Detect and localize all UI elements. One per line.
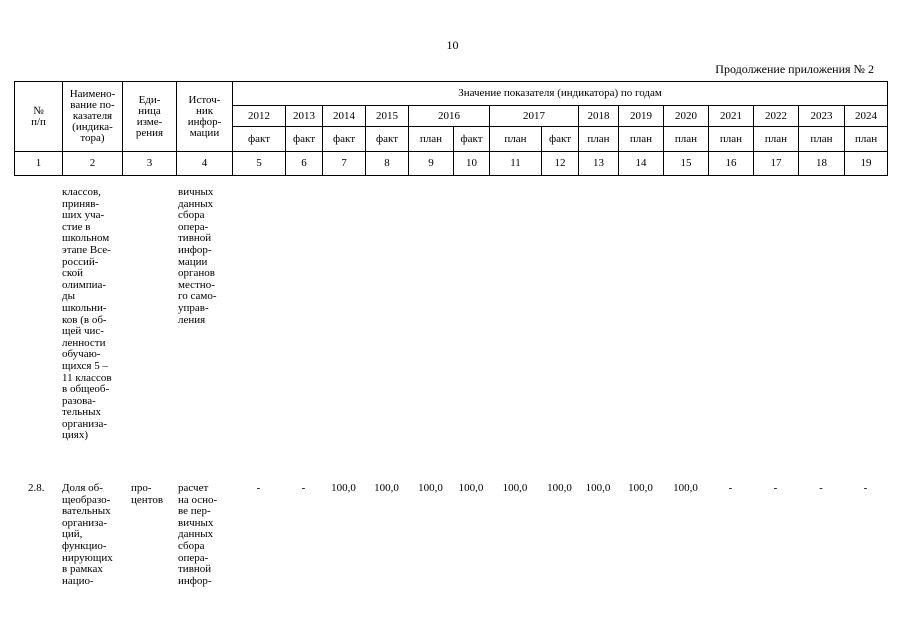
header-year: 2020	[664, 106, 709, 127]
header-year: 2015	[366, 106, 409, 127]
header-name: Наимено- вание по- казателя (индика- тора)	[63, 82, 123, 152]
header-col-number: 9	[409, 152, 454, 176]
header-col-number: 3	[123, 152, 177, 176]
header-unit: Еди- ница изме- рения	[123, 82, 177, 152]
value-cell: -	[301, 482, 306, 494]
header-type: факт	[454, 127, 490, 152]
header-year: 2019	[619, 106, 664, 127]
header-year: 2017	[490, 106, 579, 127]
header-col-number: 19	[845, 152, 888, 176]
header-col-number: 10	[454, 152, 490, 176]
header-type: факт	[323, 127, 366, 152]
header-col-number: 7	[323, 152, 366, 176]
header-col-number: 1	[15, 152, 63, 176]
header-type: план	[664, 127, 709, 152]
value-cell: 100,0	[374, 482, 399, 494]
header-year: 2023	[799, 106, 845, 127]
header-col-number: 8	[366, 152, 409, 176]
header-year: 2018	[579, 106, 619, 127]
header-num: № п/п	[15, 82, 63, 152]
header-type: план	[754, 127, 799, 152]
header-year: 2013	[286, 106, 323, 127]
header-year: 2016	[409, 106, 490, 127]
indicator-name: Доля об- щеобразо- вательных организа- ций, функцио- нирующих в рамках нацио-	[62, 482, 113, 587]
header-type: факт	[366, 127, 409, 152]
information-source: вичных данных сбора опера- тивной инфор- мации органов местно- го само- управ- ления	[178, 186, 217, 326]
header-col-number: 4	[177, 152, 233, 176]
value-cell: 100,0	[331, 482, 356, 494]
header-year: 2021	[709, 106, 754, 127]
header-type: план	[579, 127, 619, 152]
header-year: 2014	[323, 106, 366, 127]
value-cell: 100,0	[628, 482, 653, 494]
header-type: факт	[542, 127, 579, 152]
value-cell: -	[819, 482, 823, 494]
header-type: план	[409, 127, 454, 152]
continuation-label: Продолжение приложения № 2	[715, 62, 874, 76]
header-type: план	[619, 127, 664, 152]
header-col-number: 12	[542, 152, 579, 176]
value-cell: -	[773, 482, 778, 494]
header-col-number: 17	[754, 152, 799, 176]
value-cell: 100,0	[547, 482, 572, 494]
header-col-number: 5	[233, 152, 286, 176]
header-type: план	[799, 127, 845, 152]
header-source: Источ- ник инфор- мации	[177, 82, 233, 152]
header-col-number: 15	[664, 152, 709, 176]
header-col-number: 13	[579, 152, 619, 176]
header-col-number: 2	[63, 152, 123, 176]
header-col-number: 18	[799, 152, 845, 176]
indicator-name: классов, приняв- ших уча- стие в школьном этапе Все- россий- ской олимпиа- ды школьни- ков (в об- щей чис- ленности обучаю- щихся 5 – 11 классов в общеоб- разова- тельных организа- циях)	[62, 186, 112, 442]
page-number: 10	[446, 38, 459, 52]
header-type: план	[845, 127, 888, 152]
header-year: 2022	[754, 106, 799, 127]
unit-of-measure: про- центов	[131, 482, 164, 506]
value-cell: -	[728, 482, 733, 494]
header-type: факт	[286, 127, 323, 152]
header-type: план	[490, 127, 542, 152]
row-number: 2.8.	[28, 482, 45, 494]
header-col-number: 14	[619, 152, 664, 176]
value-cell: 100,0	[502, 482, 528, 494]
header-type: план	[709, 127, 754, 152]
value-cell: 100,0	[418, 482, 443, 494]
value-cell: -	[863, 482, 868, 494]
header-values-title: Значение показателя (индикатора) по годам	[233, 82, 888, 106]
value-cell: 100,0	[458, 482, 484, 494]
header-col-number: 6	[286, 152, 323, 176]
header-col-number: 16	[709, 152, 754, 176]
header-type: факт	[233, 127, 286, 152]
header-col-number: 11	[490, 152, 542, 176]
header-year: 2024	[845, 106, 888, 127]
indicators-table	[14, 81, 888, 176]
header-year: 2012	[233, 106, 286, 127]
information-source: расчет на осно- ве пер- вичных данных сбора опера- тивной инфор-	[178, 482, 218, 587]
value-cell: 100,0	[585, 482, 611, 494]
value-cell: -	[256, 482, 261, 494]
value-cell: 100,0	[673, 482, 698, 494]
